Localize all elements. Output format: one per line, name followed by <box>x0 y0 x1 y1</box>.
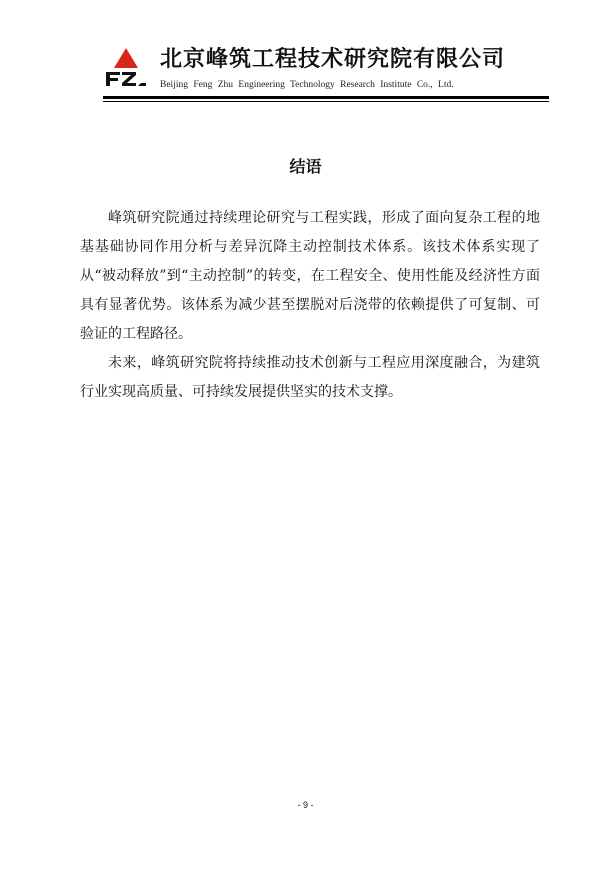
section-title: 结语 <box>289 157 322 176</box>
page-number: - 9 - <box>297 800 314 810</box>
fz-triangle-logo-icon <box>102 46 150 90</box>
section-body <box>80 204 540 407</box>
company-name: 北京峰筑工程技术研究院有限公司 <box>160 47 506 72</box>
paragraph: 峰筑研究院通过持续理论研究与工程实践，形成了面向复杂工程的地基基础协同作用分析与差异沉降主动控制技术体系。该技术体系实现了从“被动释放”到“主动控制”的转变，在工程安全、使用性能及经济性方面具有显著优势。该体系为减少甚至摆脱对后浇带的依赖提供了可复制、可验证的工程路径。 <box>80 210 540 342</box>
paragraph: 未来，峰筑研究院将持续推动技术创新与工程应用深度融合，为建筑行业实现高质量、可持续发展提供坚实的技术支撑。 <box>80 355 540 400</box>
header-divider-thin <box>103 101 549 102</box>
header-divider-thick <box>103 96 549 99</box>
page-header <box>0 0 611 110</box>
company-name-english: Beijing Feng Zhu Engineering Technology Research Institute Co., Ltd. <box>160 80 454 90</box>
